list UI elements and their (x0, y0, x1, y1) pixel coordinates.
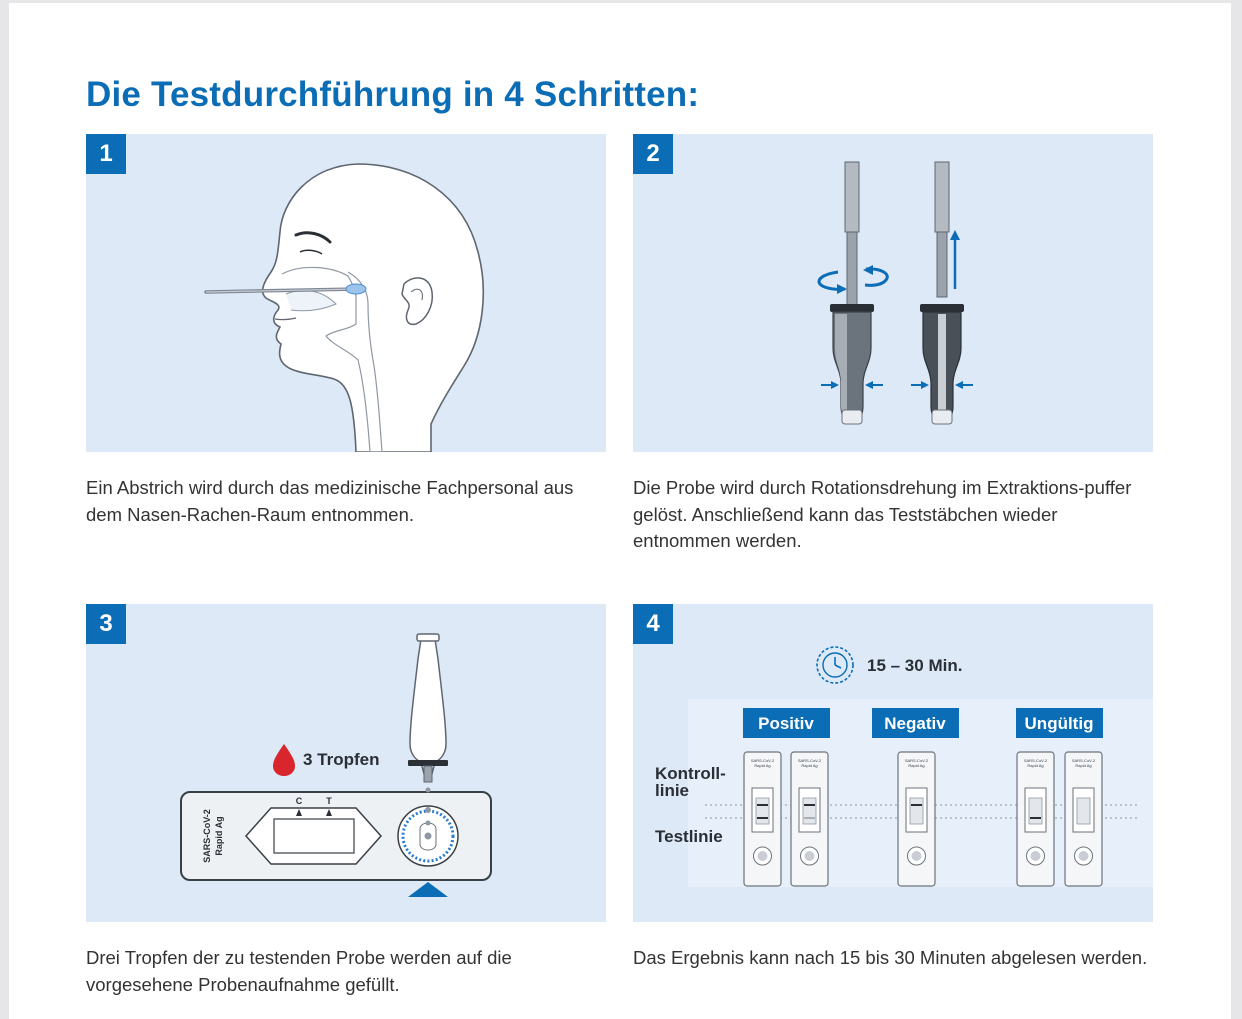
step-3-number: 3 (86, 604, 126, 644)
cassette-brand: SARS-CoV-2 (202, 809, 212, 863)
svg-text:SARS-CoV-2: SARS-CoV-2 (904, 758, 929, 763)
clock-icon (817, 647, 853, 683)
line-c-label: C (295, 796, 303, 806)
svg-text:Rapid Ag: Rapid Ag (754, 763, 771, 768)
result-invalid-label: Ungültig (1024, 714, 1094, 733)
svg-text:SARS-CoV-2: SARS-CoV-2 (797, 758, 822, 763)
svg-text:Rapid Ag: Rapid Ag (801, 763, 818, 768)
drop-icon (273, 744, 295, 776)
strip-invalid-2 (1065, 752, 1102, 886)
result-reading-illustration (633, 604, 1153, 922)
control-line-label: Kontroll- (655, 764, 726, 783)
cassette-sub: Rapid Ag (214, 816, 224, 856)
step-3-illustration (86, 604, 606, 922)
svg-text:SARS-CoV-2: SARS-CoV-2 (1071, 758, 1096, 763)
drops-label: 3 Tropfen (303, 750, 380, 769)
step-2-description: Die Probe wird durch Rotationsdrehung im Extraktions-puffer gelöst. Anschließend kann das Teststäbchen wieder entnommen werden. (633, 477, 1132, 551)
nasal-swab-illustration (86, 134, 606, 452)
step-3-description: Drei Tropfen der zu testenden Probe werden auf die vorgesehene Probenaufnahme gefüllt. (86, 947, 512, 995)
control-line-label-cont: linie (655, 781, 690, 800)
extraction-tube-illustration (633, 134, 1153, 452)
strip-positive-2 (791, 752, 828, 886)
step-4-illustration (633, 604, 1153, 922)
test-line-label: Testlinie (655, 827, 723, 846)
tube-rotation (819, 162, 887, 424)
step-2-illustration (633, 134, 1153, 452)
tube-withdraw (911, 162, 973, 424)
step-4-number: 4 (633, 604, 673, 644)
result-negative-label: Negativ (884, 714, 946, 733)
step-1-number: 1 (86, 134, 126, 174)
step-1-description: Ein Abstrich wird durch das medizinische Fachpersonal aus dem Nasen-Rachen-Raum entnommen. (86, 477, 574, 525)
page-title: Die Testdurchführung in 4 Schritten: (86, 75, 700, 114)
svg-text:Rapid Ag: Rapid Ag (1027, 763, 1044, 768)
step-1-illustration (86, 134, 606, 452)
step-4-description: Das Ergebnis kann nach 15 bis 30 Minuten abgelesen werden. (633, 947, 1148, 968)
line-t-label: T (326, 796, 332, 806)
test-cassette-illustration (86, 604, 606, 922)
svg-text:Rapid Ag: Rapid Ag (1075, 763, 1092, 768)
page (9, 3, 1231, 1019)
time-label: 15 – 30 Min. (867, 656, 963, 675)
strip-positive-1 (744, 752, 781, 886)
svg-text:Rapid Ag: Rapid Ag (908, 763, 925, 768)
svg-text:SARS-CoV-2: SARS-CoV-2 (1023, 758, 1048, 763)
svg-text:SARS-CoV-2: SARS-CoV-2 (750, 758, 775, 763)
result-positive-label: Positiv (758, 714, 814, 733)
strip-negative (898, 752, 935, 886)
step-2-number: 2 (633, 134, 673, 174)
strip-invalid-1 (1017, 752, 1054, 886)
